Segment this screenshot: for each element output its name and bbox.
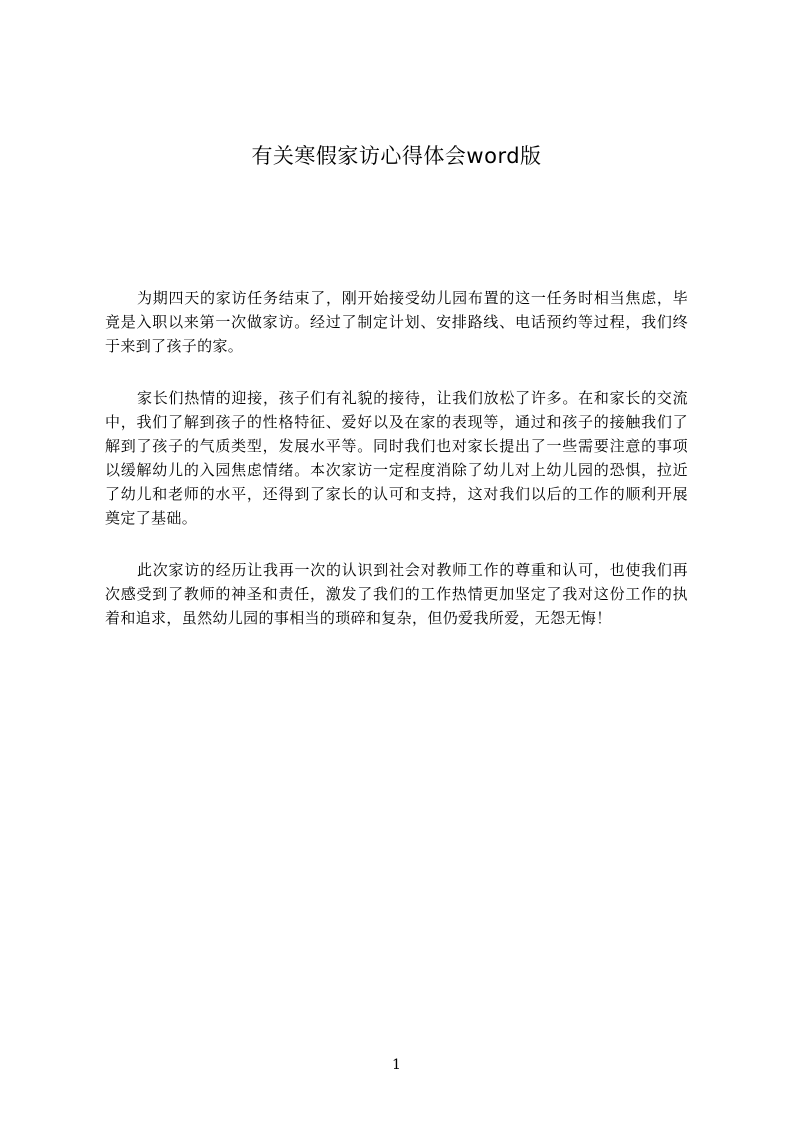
document-body — [105, 286, 688, 658]
paragraph-1: 为期四天的家访任务结束了，刚开始接受幼儿园布置的这一任务时相当焦虑，毕竟是入职以来第一次做家访。经过了制定计划、安排路线、电话预约等过程，我们终于来到了孩子的家。 — [105, 289, 688, 355]
paragraph-3: 此次家访的经历让我再一次的认识到社会对教师工作的尊重和认可，也使我们再次感受到了教师的神圣和责任，激发了我们的工作热情更加坚定了我对这份工作的执着和追求，虽然幼儿园的事相当的琐碎和复杂，但仍爱我所爱，无怨无悔！ — [105, 561, 688, 627]
paragraph-2: 家长们热情的迎接，孩子们有礼貌的接待，让我们放松了许多。在和家长的交流中，我们了解到孩子的性格特征、爱好以及在家的表现等，通过和孩子的接触我们了解到了孩子的气质类型，发展水平等。同时我们也对家长提出了一些需要注意的事项以缓解幼儿的入园焦虑情绪。本次家访一定程度消除了幼儿对上幼儿园的恐惧，拉近了幼儿和老师的水平，还得到了家长的认可和支持，这对我们以后的工作的顺利开展奠定了基础。 — [105, 389, 688, 527]
page-number: 1 — [392, 1057, 401, 1073]
document-title: 有关寒假家访心得体会word版 — [251, 144, 542, 168]
